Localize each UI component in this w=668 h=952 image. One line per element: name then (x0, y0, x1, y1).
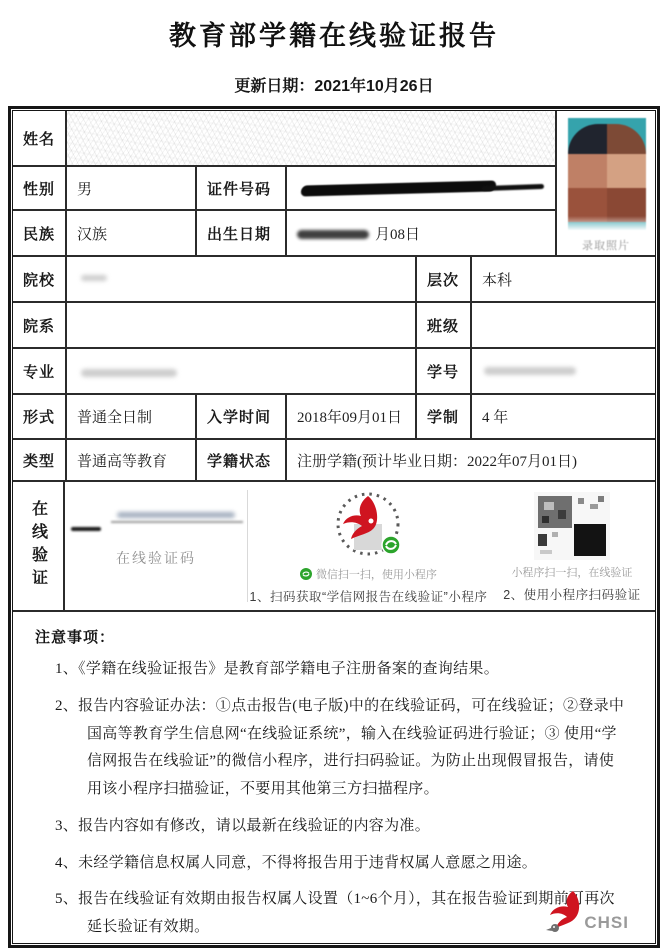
student-id-value-redacted (470, 349, 655, 393)
table-row (13, 303, 655, 349)
enrollment-value: 2018年09月01日 (285, 395, 415, 438)
note-item-2: 2、报告内容验证办法：①点击报告(电子版)中的在线验证码，可在线验证；②登录中国高等教育学生信息网“在线验证系统”，输入在线验证码进行验证；③ 使用“学信网报告在线验证”的微信小程序，进行扫码验证。为防止出现假冒报告，请使用该小程序扫描验证，不要用其他第三方扫描程序。 (55, 697, 625, 797)
birth-date-label: 出生日期 (195, 211, 285, 255)
redaction-mark (81, 275, 107, 281)
miniapp-hint-row (511, 564, 632, 580)
notes-heading: 注意事项： (35, 629, 116, 646)
major-value-redacted (65, 349, 415, 393)
chsi-logo-text: CHSI (584, 913, 629, 932)
student-photo (568, 118, 646, 230)
department-value-empty (65, 303, 415, 347)
birth-date-visible-text: 月08日 (375, 226, 421, 243)
class-label: 班级 (415, 303, 470, 347)
wechat-hint-text: 微信扫一扫，使用小程序 (315, 569, 437, 581)
photo-shirt-area (568, 216, 646, 230)
class-value-empty (470, 303, 655, 347)
status-label: 学籍状态 (195, 440, 285, 480)
form-label: 形式 (23, 409, 56, 426)
duration-label: 学制 (415, 395, 470, 438)
redaction-mark (482, 184, 544, 191)
redaction-mark (297, 230, 369, 239)
student-id-label: 学号 (415, 349, 470, 393)
miniapp-hint-text: 小程序扫一扫，在线验证 (511, 567, 633, 579)
gender-value: 男 (65, 167, 195, 209)
note-item-4: 4、未经学籍信息权属人同意，不得将报告用于违背权属人意愿之用途。 (55, 854, 538, 871)
chsi-bird-icon (543, 889, 581, 933)
verification-content (65, 482, 655, 610)
verification-code-caption: 在线验证码 (116, 550, 196, 566)
note-item-1: 1、《学籍在线验证报告》是教育部学籍电子注册备案的查询结果。 (55, 661, 500, 677)
verification-code-area[interactable] (65, 482, 247, 610)
department-label: 院系 (23, 317, 56, 335)
student-info-table (13, 111, 655, 612)
update-date: 更新日期：2021年10月26日 (234, 78, 434, 95)
enrollment-label: 入学时间 (195, 395, 285, 438)
photo-mosaic-block (607, 124, 646, 154)
level-label: 层次 (415, 257, 470, 301)
school-label: 院校 (23, 271, 56, 289)
photo-cell (555, 111, 655, 255)
miniprogram-code-zone (248, 482, 489, 610)
wechat-hint-row (300, 566, 437, 582)
table-row (13, 440, 655, 482)
photo-mosaic-block (568, 154, 607, 188)
photo-caption: 录取照片 (582, 240, 630, 252)
name-label: 姓名 (23, 130, 56, 148)
online-verification-row (13, 482, 655, 612)
redaction-mark (300, 180, 497, 196)
note-item-5: 5、报告在线验证有效期由报告权属人设置（1~6个月），其在报告验证到期前可再次延长验证有效期。 (55, 891, 615, 935)
ethnicity-value: 汉族 (65, 211, 195, 255)
redaction-mark (81, 369, 177, 377)
table-row (13, 257, 655, 303)
school-value-redacted (65, 257, 415, 301)
type-value: 普通高等教育 (65, 440, 195, 480)
step2-caption: 2、使用小程序扫码验证 (503, 588, 641, 602)
major-label: 专业 (23, 363, 56, 381)
type-label: 类型 (23, 452, 56, 470)
identity-block (13, 111, 655, 255)
miniprogram-code-icon (312, 488, 424, 562)
id-number-label: 证件号码 (195, 167, 285, 209)
wechat-icon (300, 568, 312, 580)
ethnicity-label: 民族 (23, 225, 56, 243)
document-frame (8, 106, 660, 948)
id-number-value-redacted (285, 167, 555, 209)
duration-value: 4 年 (470, 395, 655, 438)
form-value: 普通全日制 (65, 395, 195, 438)
verification-side-label-cell (13, 482, 65, 610)
document-frame-inner (12, 110, 656, 944)
page-title: 教育部学籍在线验证报告 (169, 21, 499, 51)
table-row (13, 395, 655, 440)
verification-side-label: 在线验证 (29, 500, 47, 592)
redaction-mark (111, 521, 243, 523)
gender-label: 性别 (23, 180, 56, 198)
table-row (13, 349, 655, 395)
photo-mosaic-block (568, 124, 607, 154)
redaction-mark (484, 367, 576, 375)
photo-mosaic-block (607, 154, 646, 188)
qr-code-zone (489, 482, 655, 610)
note-item-3: 3、报告内容如有修改，请以最新在线验证的内容为准。 (55, 817, 431, 834)
redaction-mark (71, 527, 101, 531)
verification-code-redacted (117, 512, 235, 518)
name-value-redacted (65, 111, 555, 165)
birth-date-value (285, 211, 555, 255)
step1-caption: 1、扫码获取“学信网报告在线验证”小程序 (249, 590, 488, 604)
level-value: 本科 (470, 257, 655, 301)
chsi-logo (543, 889, 629, 933)
qr-code-icon (534, 492, 610, 560)
status-value: 注册学籍(预计毕业日期：2022年07月01日) (285, 440, 655, 480)
